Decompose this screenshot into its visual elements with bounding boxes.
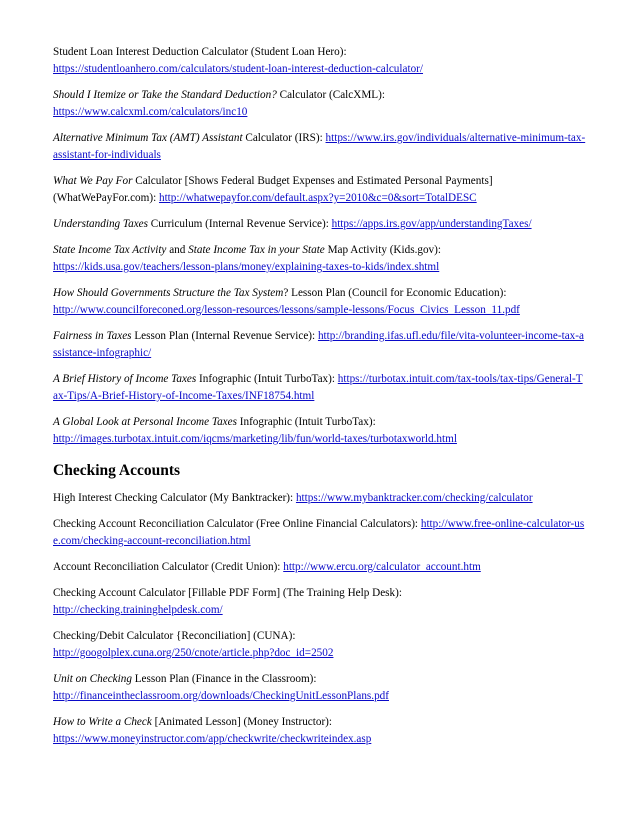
- entry-title: Fairness in Taxes: [53, 330, 132, 342]
- resource-entry: [53, 671, 586, 705]
- resource-link[interactable]: https://studentloanhero.com/calculators/student-loan-interest-deduction-calculator/: [53, 63, 424, 75]
- entry-text: Checking Account Reconciliation Calculator (Free Online Financial Calculators):: [53, 518, 421, 530]
- entry-text: Lesson Plan (Finance in the Classroom):: [131, 673, 317, 685]
- entry-title: What We Pay For: [53, 175, 133, 187]
- resource-link[interactable]: http://whatwepayfor.com/default.aspx?y=2010&c=0&sort=TotalDESC: [158, 192, 477, 204]
- resource-link[interactable]: http://www.free-online-calculator-use.com/checking-account-reconciliation.html: [53, 518, 585, 547]
- entry-title: A Global Look at Personal Income Taxes: [53, 416, 237, 428]
- entry-text: High Interest Checking Calculator (My Banktracker):: [53, 492, 296, 504]
- resource-link[interactable]: https://kids.usa.gov/teachers/lesson-plans/money/explaining-taxes-to-kids/index.shtml: [53, 261, 440, 273]
- resource-link[interactable]: https://turbotax.intuit.com/tax-tools/tax-tips/General-Tax-Tips/A-Brief-History-of-Income-Taxes/INF18754.html: [53, 373, 583, 402]
- resource-entry: [53, 516, 586, 550]
- entry-text-2: Map Activity (Kids.gov):: [324, 244, 441, 256]
- entry-text: Checking Account Calculator [Fillable PDF Form] (The Training Help Desk):: [53, 587, 402, 599]
- resource-link[interactable]: http://googolplex.cuna.org/250/cnote/article.php?doc_id=2502: [53, 647, 334, 659]
- entry-text: Lesson Plan (Internal Revenue Service):: [131, 330, 318, 342]
- resource-entry: [53, 585, 586, 619]
- resource-link[interactable]: http://www.ercu.org/calculator_account.htm: [283, 561, 481, 573]
- entry-text: Checking/Debit Calculator {Reconciliation] (CUNA):: [53, 630, 296, 642]
- entry-text: Account Reconciliation Calculator (Credit Union):: [53, 561, 284, 573]
- resource-entry: [53, 328, 586, 362]
- resource-link[interactable]: https://apps.irs.gov/app/understandingTaxes/: [331, 218, 532, 230]
- entry-text: Calculator (CalcXML):: [276, 89, 385, 101]
- entry-text: Calculator [Shows Federal Budget Expenses and Estimated Personal Payments] (WhatWePayFor.com):: [53, 175, 493, 204]
- resource-link[interactable]: https://www.mybanktracker.com/checking/calculator: [295, 492, 533, 504]
- entry-title-2: State Income Tax in your State: [188, 244, 325, 256]
- entry-title: Should I Itemize or Take the Standard Deduction?: [53, 89, 277, 101]
- entry-text: ? Lesson Plan (Council for Economic Education):: [283, 287, 507, 299]
- resource-entry: [53, 173, 586, 207]
- resource-entry: [53, 216, 586, 233]
- resource-entry: [53, 559, 586, 576]
- entry-title: A Brief History of Income Taxes: [53, 373, 197, 385]
- entry-title: State Income Tax Activity: [53, 244, 167, 256]
- entry-text: and: [166, 244, 189, 256]
- resource-link[interactable]: https://www.calcxml.com/calculators/inc10: [53, 106, 248, 118]
- entry-text: Infographic (Intuit TurboTax):: [236, 416, 376, 428]
- entry-text: Infographic (Intuit TurboTax):: [196, 373, 338, 385]
- resource-link[interactable]: https://www.irs.gov/individuals/alternative-minimum-tax-assistant-for-individuals: [53, 132, 586, 161]
- entry-text: Curriculum (Internal Revenue Service):: [148, 218, 332, 230]
- resource-link[interactable]: https://www.moneyinstructor.com/app/checkwrite/checkwriteindex.asp: [53, 733, 372, 745]
- resource-entry: [53, 242, 586, 276]
- entry-text: Student Loan Interest Deduction Calculator (Student Loan Hero):: [53, 46, 347, 58]
- resource-link[interactable]: http://branding.ifas.ufl.edu/file/vita-volunteer-income-tax-assistance-infographic/: [53, 330, 584, 359]
- resource-entry: [53, 44, 586, 78]
- entry-title: Understanding Taxes: [53, 218, 148, 230]
- resource-link[interactable]: http://checking.traininghelpdesk.com/: [53, 604, 223, 616]
- entry-title: How to Write a Check: [53, 716, 152, 728]
- resource-entry: [53, 414, 586, 448]
- resource-entry: [53, 87, 586, 121]
- resource-link[interactable]: http://images.turbotax.intuit.com/iqcms/marketing/lib/fun/world-taxes/turbotaxworld.html: [53, 433, 457, 445]
- resource-entry: [53, 371, 586, 405]
- entry-text: [Animated Lesson] (Money Instructor):: [151, 716, 333, 728]
- resource-link[interactable]: http://www.councilforeconed.org/lesson-resources/lessons/sample-lessons/Focus_Civics_Lesson_11.pdf: [53, 304, 520, 316]
- entry-title: Alternative Minimum Tax (AMT) Assistant: [53, 132, 243, 144]
- entry-title: How Should Governments Structure the Tax System: [53, 287, 284, 299]
- entry-text: Calculator (IRS):: [242, 132, 326, 144]
- section-heading: Checking Accounts: [53, 462, 181, 479]
- entry-title: Unit on Checking: [53, 673, 132, 685]
- resource-entry: [53, 285, 586, 319]
- resource-entry: [53, 714, 586, 748]
- resource-entry: [53, 490, 586, 507]
- resource-entry: [53, 130, 586, 164]
- resource-entry: [53, 628, 586, 662]
- resource-link[interactable]: http://financeintheclassroom.org/downloads/CheckingUnitLessonPlans.pdf: [53, 690, 389, 702]
